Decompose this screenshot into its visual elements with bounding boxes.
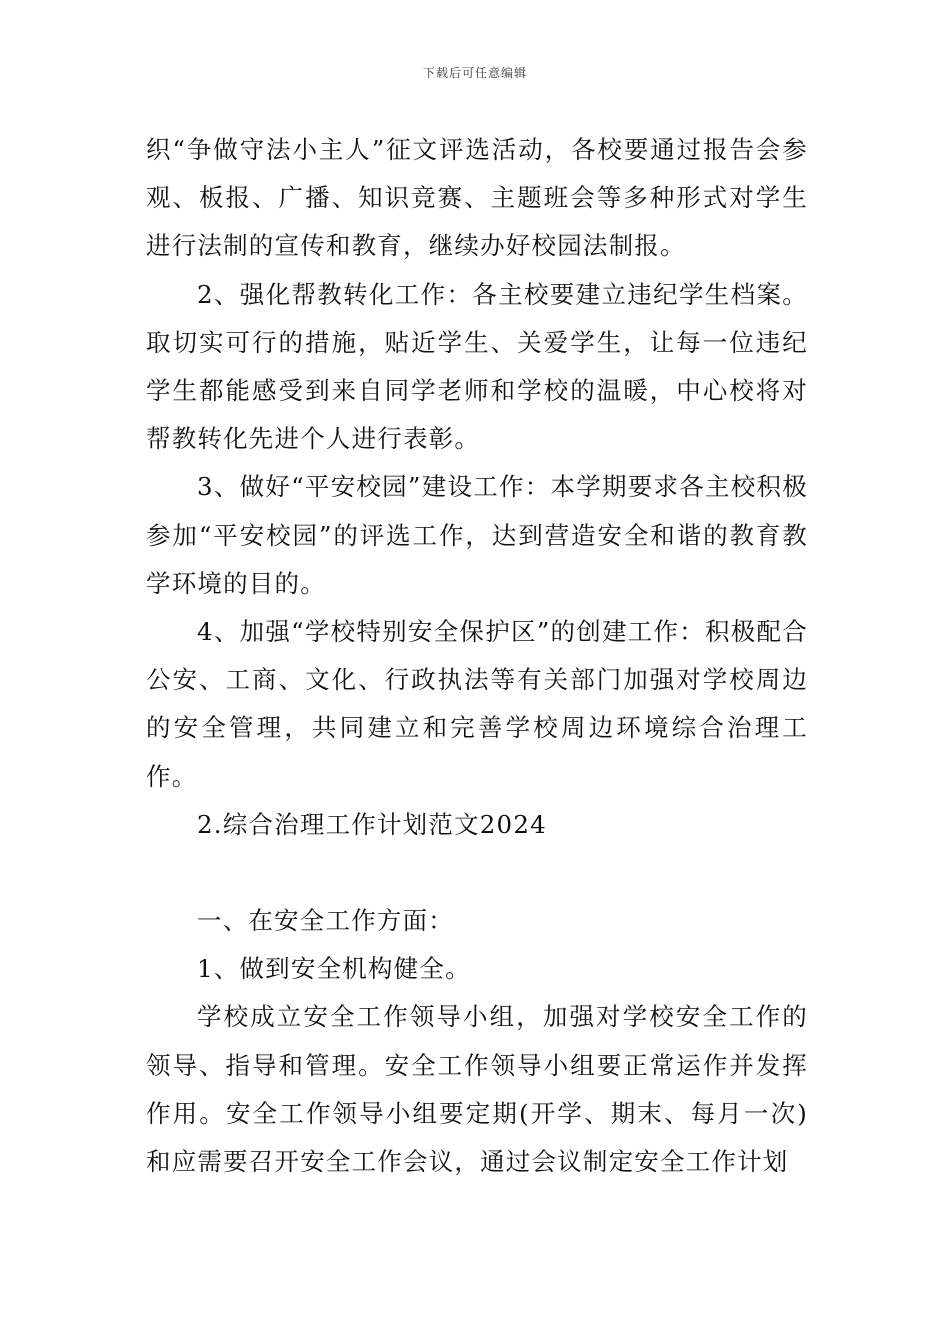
paragraph-item-2: 2、强化帮教转化工作：各主校要建立违纪学生档案。取切实可行的措施，贴近学生、关爱学生，让每一位违纪学生都能感受到来自同学老师和学校的温暖，中心校将对帮教转化先进个人进行表彰。 [146,279,808,454]
document-body [146,126,808,1186]
page-header: 下载后可任意编辑 [422,66,527,80]
paragraph-item-4: 4、加强“学校特别安全保护区”的创建工作：积极配合公安、工商、文化、行政执法等有关部门加强对学校周边的安全管理，共同建立和完善学校周边环境综合治理工作。 [146,617,808,791]
paragraph-body: 学校成立安全工作领导小组，加强对学校安全工作的领导、指导和管理。安全工作领导小组要正常运作并发挥作用。安全工作领导小组要定期(开学、期末、每月一次)和应需要召开安全工作会议，通过会议制定安全工作计划 [146,1002,808,1177]
subsection-heading: 一、在安全工作方面： [197,906,454,936]
blank-line [146,849,808,897]
paragraph-item-3: 3、做好“平安校园”建设工作：本学期要求各主校积极参加“平安校园”的评选工作，达到营造安全和谐的教育教学环境的目的。 [146,472,808,598]
paragraph-continuation: 织“争做守法小主人”征文评选活动，各校要通过报告会参观、板报、广播、知识竞赛、主题班会等多种形式对学生进行法制的宣传和教育，继续办好校园法制报。 [146,135,808,261]
item-heading: 1、做到安全机构健全。 [197,954,471,984]
section-title: 2.综合治理工作计划范文2024 [197,809,547,839]
